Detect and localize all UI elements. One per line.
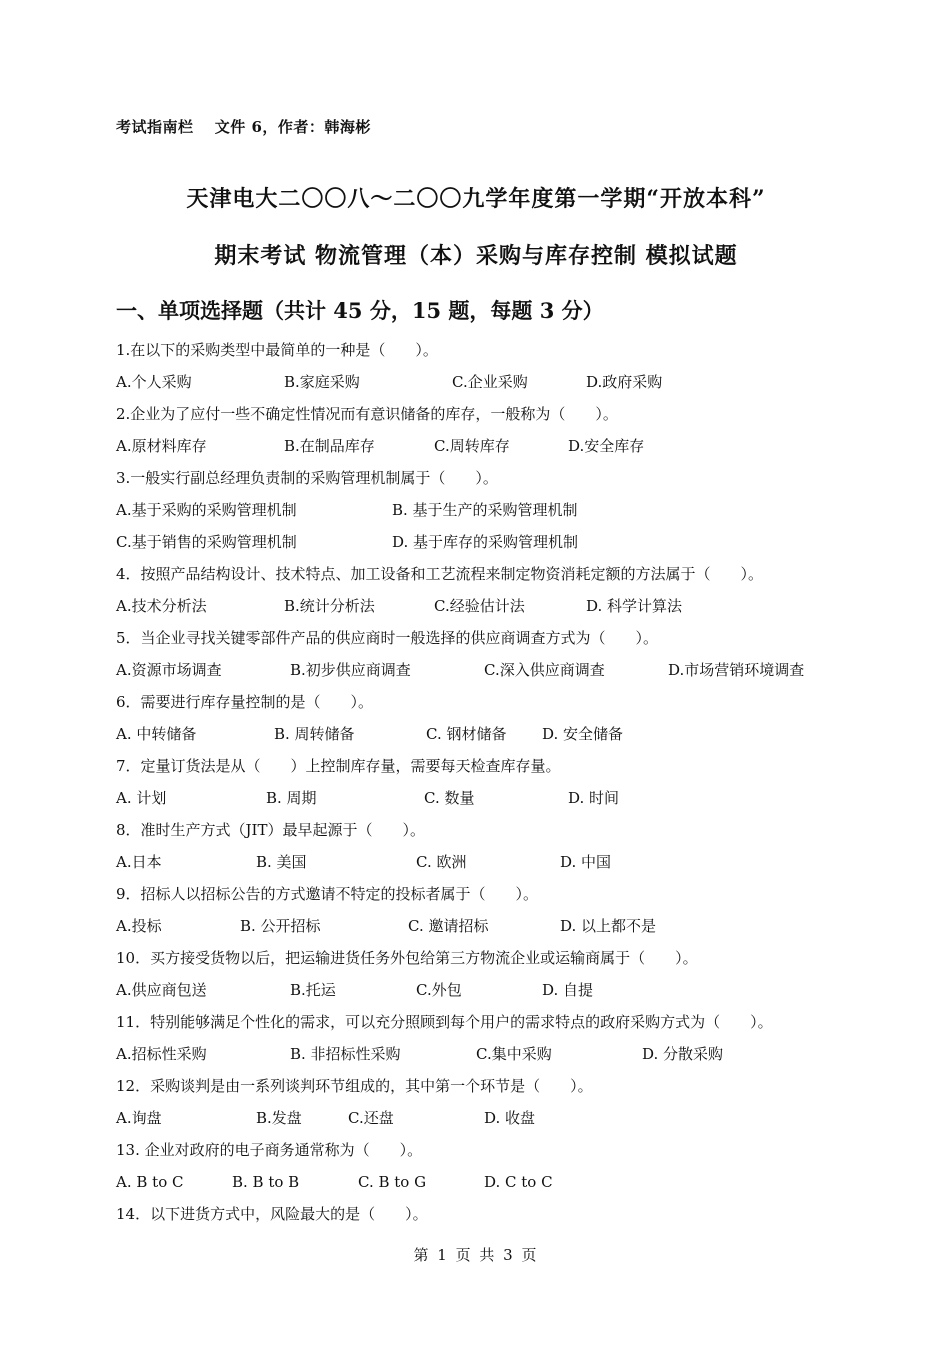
option-row <box>116 718 916 750</box>
question-stem: 6．需要进行库存量控制的是（ ）。 <box>116 693 374 711</box>
header-note: 考试指南栏 文件 6，作者：韩海彬 <box>116 118 371 136</box>
question-stem: 7．定量订货法是从（ ）上控制库存量，需要每天检查库存量。 <box>116 757 561 775</box>
page-footer: 第 1 页 共 3 页 <box>413 1246 539 1264</box>
option-row <box>116 1102 916 1134</box>
answer-option: D. 时间 <box>568 789 620 807</box>
answer-option: D. 自提 <box>542 981 594 999</box>
answer-option: D. 中国 <box>560 853 612 871</box>
answer-option: C.企业采购 <box>452 373 528 391</box>
question-stem: 2.企业为了应付一些不确定性情况而有意识储备的库存，一般称为（ ）。 <box>116 405 618 423</box>
answer-option: D. 基于库存的采购管理机制 <box>392 533 579 551</box>
answer-option: C. 钢材储备 <box>426 725 507 743</box>
option-row <box>116 782 916 814</box>
answer-option: A.原材料库存 <box>116 437 207 455</box>
question-stem: 3.一般实行副总经理负责制的采购管理机制属于（ ）。 <box>116 469 498 487</box>
option-row <box>116 910 916 942</box>
answer-option: B.初步供应商调查 <box>290 661 411 679</box>
answer-option: D.市场营销环境调查 <box>668 661 805 679</box>
question-stem: 11．特别能够满足个性化的需求，可以充分照顾到每个用户的需求特点的政府采购方式为（ ）。 <box>116 1013 773 1031</box>
answer-option: B.统计分析法 <box>284 597 375 615</box>
answer-option: C.还盘 <box>348 1109 394 1127</box>
exam-title-line2: 期末考试 物流管理（本）采购与库存控制 模拟试题 <box>214 243 738 269</box>
answer-option: B.家庭采购 <box>284 373 360 391</box>
question-list <box>116 334 916 1230</box>
answer-option: D. 分散采购 <box>642 1045 724 1063</box>
answer-option: B. 美国 <box>256 853 307 871</box>
answer-option: B. 周期 <box>266 789 317 807</box>
option-row <box>116 1038 916 1070</box>
answer-option: A.个人采购 <box>116 373 192 391</box>
question-stem: 10．买方接受货物以后，把运输进货任务外包给第三方物流企业或运输商属于（ ）。 <box>116 949 698 967</box>
answer-option: C.外包 <box>416 981 462 999</box>
answer-option: C. B to G <box>358 1173 427 1191</box>
answer-option: C.经验估计法 <box>434 597 525 615</box>
answer-option: A.基于采购的采购管理机制 <box>116 501 297 519</box>
answer-option: C.周转库存 <box>434 437 510 455</box>
option-row <box>116 974 916 1006</box>
option-row <box>116 430 916 462</box>
answer-option: B. 非招标性采购 <box>290 1045 401 1063</box>
option-row <box>116 366 916 398</box>
answer-option: D. 以上都不是 <box>560 917 657 935</box>
answer-option: B. 周转储备 <box>274 725 355 743</box>
answer-option: A.技术分析法 <box>116 597 207 615</box>
section-title: 一、单项选择题（共计 45 分，15 题，每题 3 分） <box>116 298 604 323</box>
question-stem: 12．采购谈判是由一系列谈判环节组成的，其中第一个环节是（ ）。 <box>116 1077 593 1095</box>
answer-option: D. C to C <box>484 1173 553 1191</box>
question-stem: 14．以下进货方式中，风险最大的是（ ）。 <box>116 1205 428 1223</box>
exam-title-line1: 天津电大二〇〇八～二〇〇九学年度第一学期“开放本科” <box>186 186 766 212</box>
answer-option: B.托运 <box>290 981 336 999</box>
answer-option: C. 欧洲 <box>416 853 467 871</box>
answer-option: C. 数量 <box>424 789 475 807</box>
answer-option: B. 公开招标 <box>240 917 321 935</box>
answer-option: D. 科学计算法 <box>586 597 683 615</box>
answer-option: A.日本 <box>116 853 162 871</box>
answer-option: B. 基于生产的采购管理机制 <box>392 501 578 519</box>
answer-option: A.资源市场调查 <box>116 661 222 679</box>
answer-option: C. 邀请招标 <box>408 917 489 935</box>
option-row <box>116 1166 916 1198</box>
option-row <box>116 590 916 622</box>
answer-option: B. B to B <box>232 1173 300 1191</box>
question-stem: 9．招标人以招标公告的方式邀请不特定的投标者属于（ ）。 <box>116 885 539 903</box>
question-stem: 1.在以下的采购类型中最简单的一种是（ ）。 <box>116 341 438 359</box>
answer-option: A. 计划 <box>116 789 167 807</box>
question-stem: 13. 企业对政府的电子商务通常称为（ ）。 <box>116 1141 423 1159</box>
answer-option: A. 中转储备 <box>116 725 197 743</box>
answer-option: B.发盘 <box>256 1109 302 1127</box>
answer-option: D. 收盘 <box>484 1109 536 1127</box>
answer-option: D. 安全储备 <box>542 725 624 743</box>
answer-option: B.在制品库存 <box>284 437 375 455</box>
question-stem: 4．按照产品结构设计、技术特点、加工设备和工艺流程来制定物资消耗定额的方法属于（ ）。 <box>116 565 764 583</box>
answer-option: C.基于销售的采购管理机制 <box>116 533 297 551</box>
answer-option: D.政府采购 <box>586 373 663 391</box>
answer-option: A.投标 <box>116 917 162 935</box>
answer-option: A. B to C <box>116 1173 184 1191</box>
answer-option: A.供应商包送 <box>116 981 207 999</box>
question-stem: 5．当企业寻找关键零部件产品的供应商时一般选择的供应商调查方式为（ ）。 <box>116 629 659 647</box>
option-row <box>116 846 916 878</box>
answer-option: D.安全库存 <box>568 437 645 455</box>
option-row <box>116 494 916 526</box>
answer-option: A.询盘 <box>116 1109 162 1127</box>
answer-option: A.招标性采购 <box>116 1045 207 1063</box>
answer-option: C.深入供应商调查 <box>484 661 605 679</box>
question-stem: 8．准时生产方式（JIT）最早起源于（ ）。 <box>116 821 425 839</box>
option-row <box>116 526 916 558</box>
option-row <box>116 654 916 686</box>
answer-option: C.集中采购 <box>476 1045 552 1063</box>
